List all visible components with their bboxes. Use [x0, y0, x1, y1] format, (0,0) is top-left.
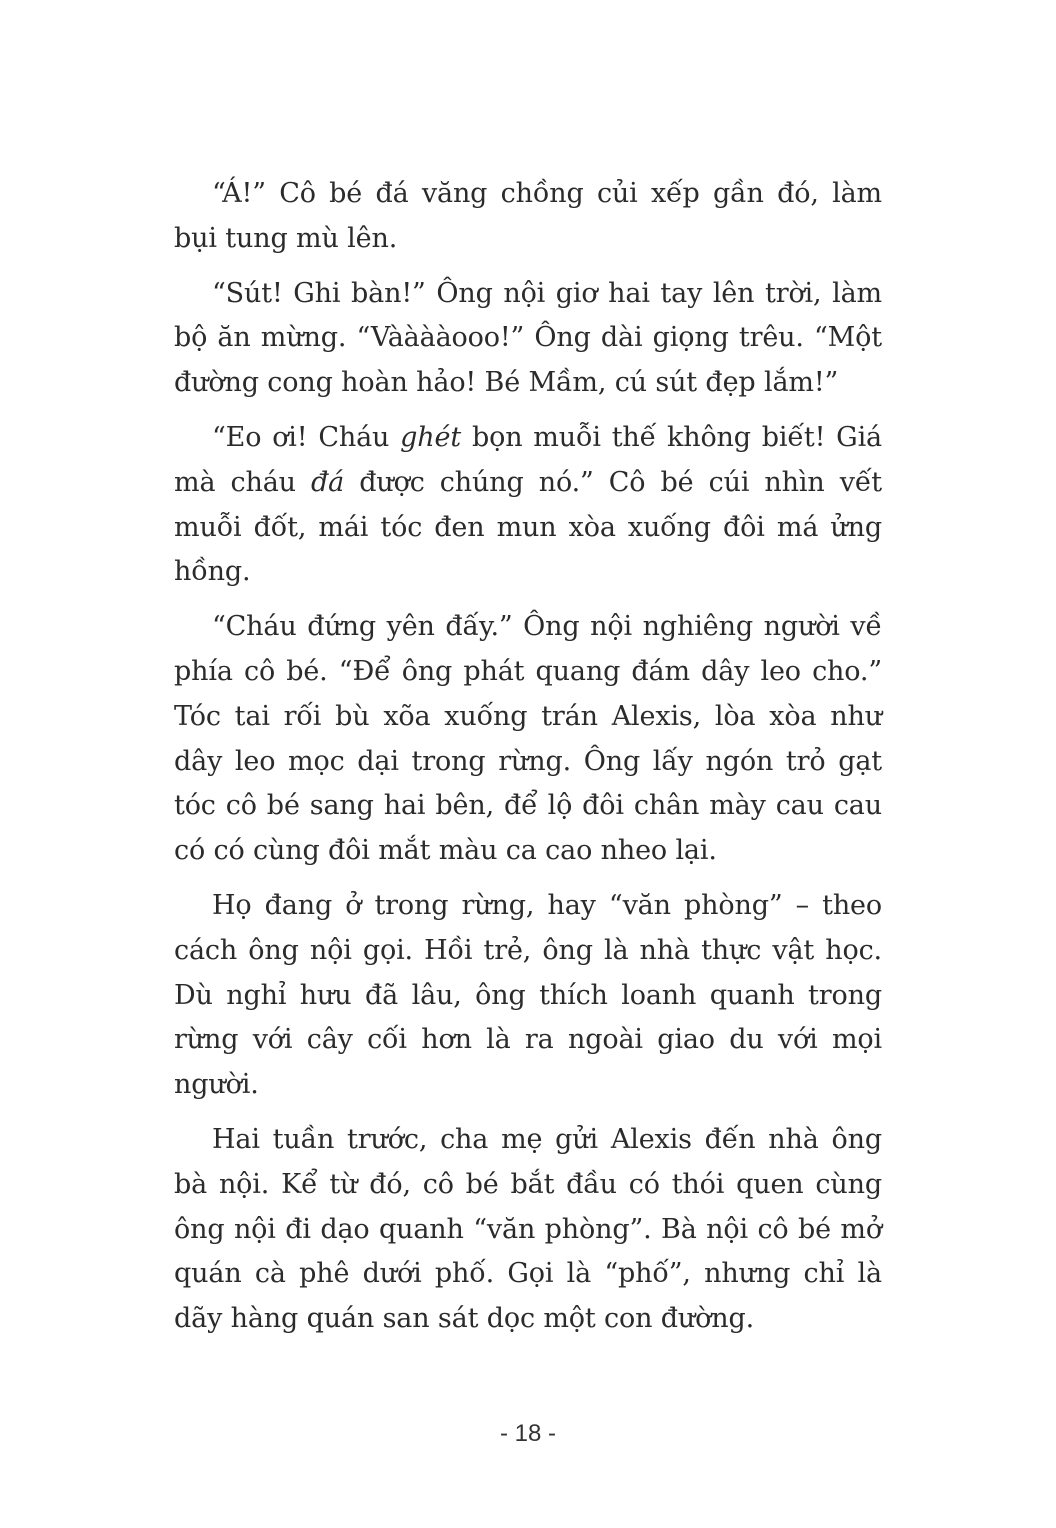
paragraph-text: “Á!” Cô bé đá văng chồng củi xếp gần đó, làm bụi tung mù lên. [174, 178, 882, 254]
paragraph-4 [174, 605, 882, 874]
page-body [174, 172, 882, 1352]
paragraph-6 [174, 1118, 882, 1342]
paragraph-2 [174, 272, 882, 406]
paragraph-5 [174, 884, 882, 1108]
paragraph-text: “Eo ơi! Cháu [212, 421, 401, 453]
italic-emphasis: đá [311, 466, 345, 498]
italic-emphasis: ghét [400, 421, 462, 453]
page-number: - 18 - [499, 1420, 556, 1447]
paragraph-1 [174, 172, 882, 262]
paragraph-3 [174, 416, 882, 595]
paragraph-text: “Sút! Ghi bàn!” Ông nội giơ hai tay lên trời, làm bộ ăn mừng. “Vààààooo!” Ông dài giọng trêu. “Một đường cong hoàn hảo! Bé Mầm, cú sút đẹp lắm!” [174, 277, 882, 399]
paragraph-text: “Cháu đứng yên đấy.” Ông nội nghiêng người về phía cô bé. “Để ông phát quang đám dây leo cho.” Tóc tai rối bù xõa xuống trán Alexis, lòa xòa như dây leo mọc dại trong rừng. Ông lấy ngón trỏ gạt tóc cô bé sang hai bên, để lộ đôi chân mày cau cau có có cùng đôi mắt màu ca cao nheo lại. [174, 611, 882, 867]
paragraph-text: Họ đang ở trong rừng, hay “văn phòng” – theo cách ông nội gọi. Hồi trẻ, ông là nhà thực vật học. Dù nghỉ hưu đã lâu, ông thích loanh quanh trong rừng với cây cối hơn là ra ngoài giao du với mọi người. [174, 889, 882, 1101]
paragraph-text: bọn muỗi thế không biết! Giá mà cháu [174, 421, 883, 498]
paragraph-text: được chúng nó.” Cô bé cúi nhìn vết muỗi đốt, mái tóc đen mun xòa xuống đôi má ửng hồng. [174, 466, 882, 588]
paragraph-text: Hai tuần trước, cha mẹ gửi Alexis đến nhà ông bà nội. Kể từ đó, cô bé bắt đầu có thói quen cùng ông nội đi dạo quanh “văn phòng”. Bà nội cô bé mở quán cà phê dưới phố. Gọi là “phố”, nhưng chỉ là dãy hàng quán san sát dọc một con đường. [174, 1123, 882, 1335]
